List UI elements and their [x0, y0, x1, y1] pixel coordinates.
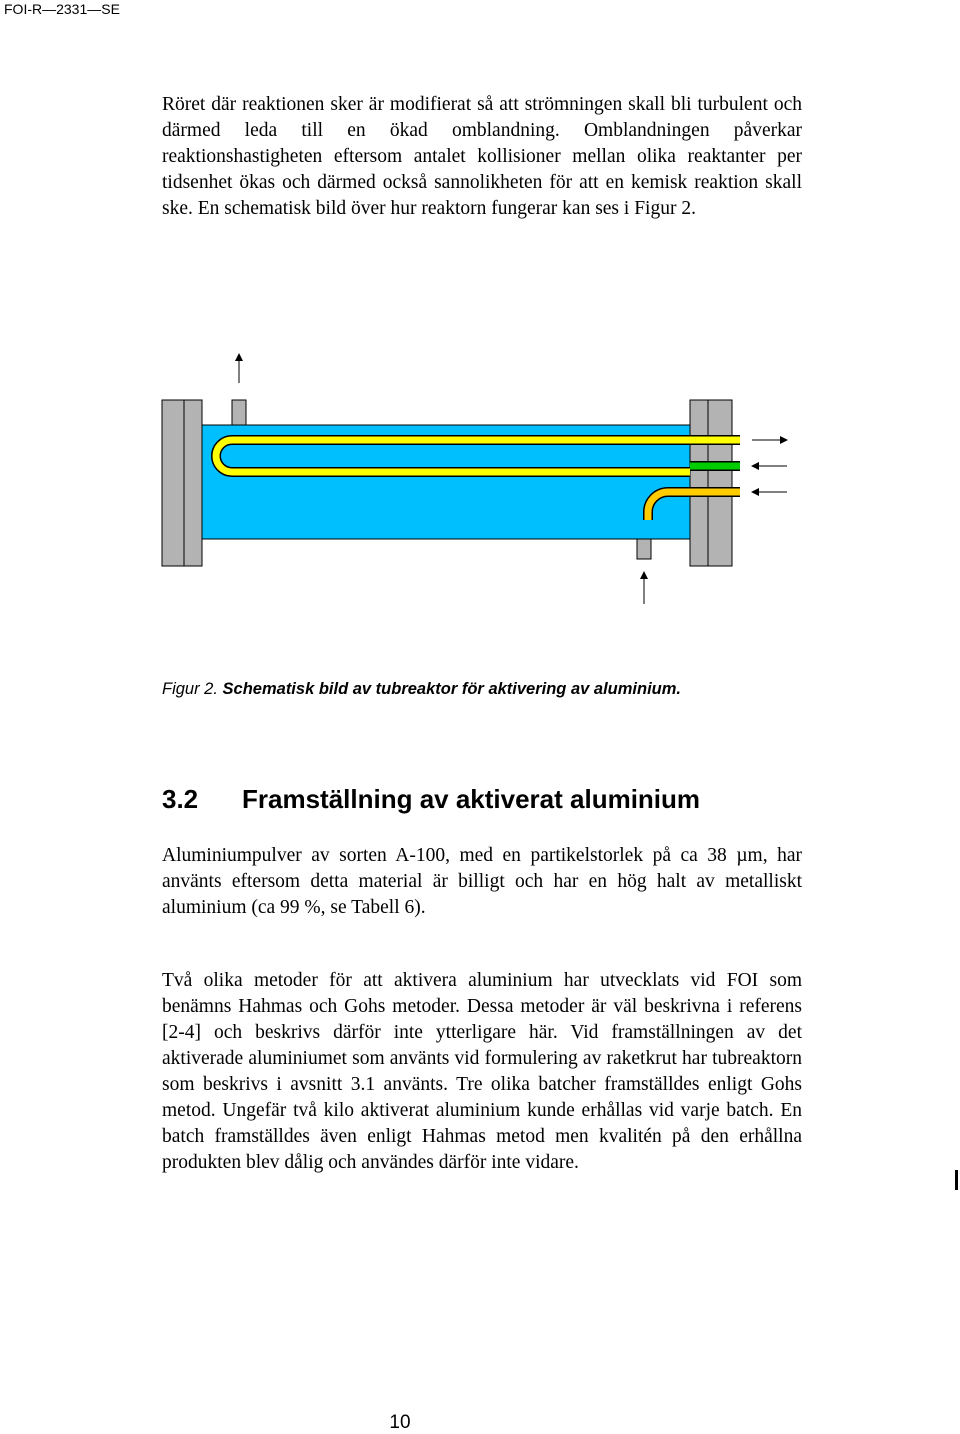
tube-reactor-figure [0, 340, 960, 620]
running-head: FOI-R—2331—SE [4, 1, 120, 17]
bottom-inlet-nozzle [637, 539, 651, 559]
change-bar [955, 1170, 958, 1190]
section-number: 3.2 [162, 784, 199, 814]
body-paragraph-3: Två olika metoder för att aktivera aluminium har utvecklats vid FOI som benämns Hahmas och Gohs metoder. Dessa metoder är väl beskrivna i referens [2-4] och beskrivs därför inte ytterligare här. Vid framställningen av det aktiverade aluminiumet som använts vid formulering av raketkrut har tubreaktorn som beskrivs i avsnitt 3.1 använts. Tre olika batcher framställdes enligt Gohs metod. Ungefär två kilo aktiverat aluminium kunde erhållas vid varje batch. En batch framställdes även enligt Hahmas metod men kvalitén på den erhållna produkten blev dålig och användes därför inte vidare. [162, 970, 802, 1173]
section-title: Framställning av aktiverat aluminium [242, 784, 701, 814]
top-outlet-nozzle [232, 400, 246, 425]
page-number: 10 [389, 1412, 411, 1433]
section-heading [162, 782, 700, 816]
caption-label: Figur 2. [162, 680, 218, 698]
figure-caption [162, 678, 681, 700]
body-paragraph-2: Aluminiumpulver av sorten A-100, med en partikelstorlek på ca 38 µm, har använts eftersom detta material är billigt och har en hög halt av metalliskt aluminium (ca 99 %, se Tabell 6). [162, 845, 802, 918]
caption-text: Schematisk bild av tubreaktor för aktivering av aluminium. [222, 680, 682, 698]
body-paragraph-1: Röret där reaktionen sker är modifierat så att strömningen skall bli turbulent och därmed leda till en ökad omblandning. Omblandningen påverkar reaktionshastigheten eftersom antalet kollisioner mellan olika reaktanter per tidsenhet ökas och därmed också sannolikheten för att en kemisk reaktion skall ske. En schematisk bild över hur reaktorn fungerar kan ses i Figur 2. [162, 94, 802, 219]
left-flange-inner [184, 400, 202, 566]
left-flange-outer [162, 400, 184, 566]
right-flange-outer [708, 400, 732, 566]
right-flange-inner [690, 400, 708, 566]
